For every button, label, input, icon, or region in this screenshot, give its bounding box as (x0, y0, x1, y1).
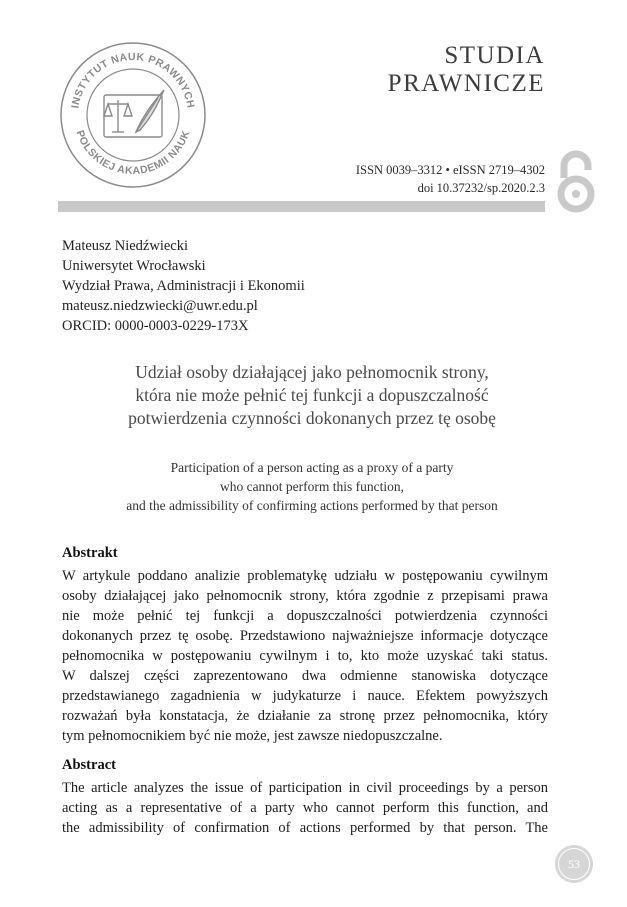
abstract-line: acting as a representative of a party who cannot perform this function, and (62, 800, 548, 816)
open-access-icon (552, 148, 600, 214)
author-name: Mateusz Niedźwiecki (62, 238, 189, 254)
issn-text: ISSN 0039–3312 • eISSN 2719–4302 (355, 163, 545, 177)
scales-quill-icon (104, 90, 164, 137)
doi-text: doi 10.37232/sp.2020.2.3 (417, 181, 545, 195)
abstract-body (62, 778, 548, 838)
header-divider-bar (58, 201, 545, 212)
author-university: Uniwersytet Wrocławski (62, 258, 206, 274)
article-title-english (62, 458, 562, 515)
abstrakt-line: nie może pełnić tej funkcji a dopuszczalności potwierdzenia czynności (62, 608, 548, 624)
title-pl-line: potwierdzenia czynności dokonanych przez tę osobę (128, 408, 496, 428)
abstract-line: The article analyzes the issue of participation in civil proceedings by a person (62, 780, 548, 796)
abstrakt-line: tym pełnomocnikiem być nie może, jest zawsze niedopuszczalne. (62, 728, 443, 744)
institute-logo (58, 40, 208, 190)
title-en-line: who cannot perform this function, (219, 479, 405, 494)
journal-title-line1: STUDIA (444, 42, 545, 69)
author-faculty: Wydział Prawa, Administracji i Ekonomii (62, 278, 305, 294)
abstract-heading: Abstract (62, 757, 116, 773)
logo-ring-text-bottom: POLSKIEJ AKADEMII NAUK (73, 128, 193, 178)
title-pl-line: Udział osoby działającej jako pełnomocnik strony, (135, 362, 489, 382)
abstrakt-line: dokonanych przez tę osobę. Przedstawiono najważniejsze informacje dotyczące (62, 628, 548, 644)
journal-title (388, 42, 545, 98)
abstrakt-line: pełnomocnika w postępowaniu cywilnym i to, kto może uzyskać taki status. (62, 648, 548, 664)
page-number-badge (555, 845, 593, 883)
author-orcid: ORCID: 0000-0003-0229-173X (62, 318, 249, 334)
journal-title-line2: PRAWNICZE (387, 70, 545, 97)
title-pl-line: która nie może pełnić tej funkcji a dopuszczalność (135, 385, 489, 405)
abstrakt-line: rozważań była konstatacja, że działanie za stronę przez pełnomocnika, który (62, 708, 548, 724)
abstrakt-line: osoby działającej jako pełnomocnik strony, która zgodnie z przepisami prawa (62, 588, 548, 604)
logo-ring-text-top: INSTYTUT NAUK PRAWNYCH (69, 50, 197, 110)
title-en-line: and the admissibility of confirming actions performed by that person (126, 498, 498, 513)
author-block (62, 236, 305, 336)
svg-text:INSTYTUT NAUK PRAWNYCH (69, 51, 196, 109)
abstrakt-line: przedstawianego zagadnienia w judykaturze i nauce. Efektem powyższych (62, 688, 548, 704)
abstrakt-line: W artykule poddano analizie problematykę udziału w postępowaniu cywilnym (62, 568, 548, 584)
issn-block (356, 161, 545, 197)
abstract-line: the admissibility of confirmation of actions performed by that person. The (62, 820, 548, 836)
page-number: 53 (558, 848, 590, 880)
title-en-line: Participation of a person acting as a proxy of a party (170, 460, 454, 475)
abstrakt-line: W dalszej części zaprezentowano dwa odmienne stanowiska dotyczące (62, 668, 548, 684)
author-email[interactable]: mateusz.niedzwiecki@uwr.edu.pl (62, 298, 258, 314)
abstrakt-body (62, 566, 548, 746)
article-title-polish (62, 361, 562, 430)
svg-text:POLSKIEJ AKADEMII NAUK (74, 129, 193, 177)
abstrakt-heading: Abstrakt (62, 545, 118, 561)
